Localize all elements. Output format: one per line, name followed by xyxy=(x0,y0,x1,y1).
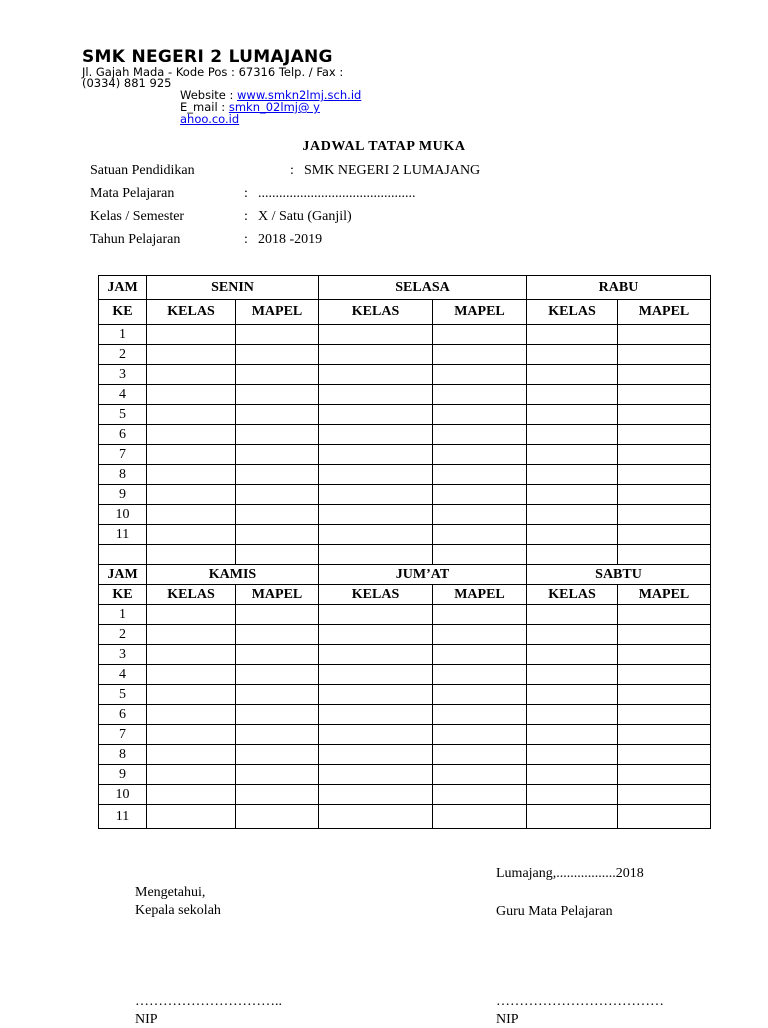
mapel-cell xyxy=(433,445,527,465)
kelas-cell xyxy=(319,525,433,545)
day-header: KAMIS xyxy=(147,565,319,585)
kelas-cell xyxy=(319,665,433,685)
signature-line-left: ………………………….. xyxy=(135,994,282,1009)
mapel-cell xyxy=(433,725,527,745)
mapel-header: MAPEL xyxy=(433,300,527,325)
day-header: SABTU xyxy=(527,565,711,585)
table-row xyxy=(99,385,711,405)
kelas-cell xyxy=(527,325,618,345)
kelas-header: KELAS xyxy=(527,585,618,605)
mapel-cell xyxy=(433,525,527,545)
kelas-cell xyxy=(319,685,433,705)
mapel-cell xyxy=(236,345,319,365)
info-value: ............................................. xyxy=(258,186,416,201)
kelas-cell xyxy=(147,445,236,465)
mapel-cell xyxy=(433,625,527,645)
period-number: 6 xyxy=(99,425,147,445)
mapel-cell xyxy=(236,645,319,665)
kelas-cell xyxy=(319,445,433,465)
email-link[interactable]: smkn_02lmj@ y xyxy=(228,100,320,114)
period-number: 2 xyxy=(99,345,147,365)
kelas-cell xyxy=(147,365,236,385)
mapel-cell xyxy=(618,485,711,505)
table-row xyxy=(99,325,711,345)
table-row xyxy=(99,405,711,425)
info-value: SMK NEGERI 2 LUMAJANG xyxy=(304,163,481,178)
kelas-cell xyxy=(147,485,236,505)
mapel-cell xyxy=(236,385,319,405)
mapel-cell xyxy=(618,605,711,625)
mapel-cell xyxy=(618,625,711,645)
kelas-cell xyxy=(319,765,433,785)
day-header: RABU xyxy=(527,276,711,300)
mapel-cell xyxy=(433,345,527,365)
table-row xyxy=(99,525,711,545)
info-colon: : xyxy=(244,186,248,201)
table-row xyxy=(99,705,711,725)
mapel-cell xyxy=(236,605,319,625)
place-date: Lumajang,.................2018 xyxy=(496,866,644,881)
day-header: SENIN xyxy=(147,276,319,300)
column-header-row xyxy=(99,585,711,605)
period-number: 7 xyxy=(99,725,147,745)
mapel-header: MAPEL xyxy=(236,585,319,605)
document-title: JADWAL TATAP MUKA xyxy=(302,139,466,154)
period-number: 6 xyxy=(99,705,147,725)
table-row xyxy=(99,605,711,625)
kelas-cell xyxy=(319,505,433,525)
jam-header: JAM xyxy=(99,276,147,300)
mapel-cell xyxy=(236,625,319,645)
nip-right: NIP xyxy=(496,1012,519,1027)
kelas-cell xyxy=(147,605,236,625)
mapel-cell xyxy=(618,765,711,785)
kelas-cell xyxy=(527,385,618,405)
kelas-cell xyxy=(527,525,618,545)
empty-cell xyxy=(147,545,236,565)
mapel-header: MAPEL xyxy=(236,300,319,325)
email-link-continued[interactable]: ahoo.co.id xyxy=(180,112,240,126)
kelas-cell xyxy=(527,725,618,745)
column-header-row xyxy=(99,300,711,325)
table-row xyxy=(99,425,711,445)
period-number: 1 xyxy=(99,325,147,345)
kelas-cell xyxy=(147,325,236,345)
kelas-cell xyxy=(147,405,236,425)
mapel-cell xyxy=(618,725,711,745)
mapel-cell xyxy=(618,645,711,665)
mapel-cell xyxy=(433,765,527,785)
kelas-cell xyxy=(147,685,236,705)
period-number: 4 xyxy=(99,665,147,685)
table-row xyxy=(99,645,711,665)
table-row xyxy=(99,665,711,685)
day-header: SELASA xyxy=(319,276,527,300)
mapel-cell xyxy=(236,785,319,805)
mapel-cell xyxy=(618,445,711,465)
mapel-cell xyxy=(433,685,527,705)
period-number: 3 xyxy=(99,645,147,665)
kelas-cell xyxy=(527,345,618,365)
table-row xyxy=(99,505,711,525)
kelas-cell xyxy=(319,485,433,505)
table-row xyxy=(99,765,711,785)
info-colon: : xyxy=(290,163,294,178)
day-header-row xyxy=(99,276,711,300)
address-line: Jl. Gajah Mada - Kode Pos : 67316 Telp. / Fax : xyxy=(82,65,344,79)
mapel-cell xyxy=(236,685,319,705)
period-number: 8 xyxy=(99,745,147,765)
mapel-cell xyxy=(433,645,527,665)
info-label: Mata Pelajaran xyxy=(90,186,175,201)
kelas-cell xyxy=(147,805,236,829)
mapel-cell xyxy=(618,405,711,425)
table-row xyxy=(99,445,711,465)
mapel-cell xyxy=(236,765,319,785)
kelas-header: KELAS xyxy=(527,300,618,325)
mapel-cell xyxy=(236,365,319,385)
kelas-cell xyxy=(147,525,236,545)
mapel-cell xyxy=(433,405,527,425)
mapel-cell xyxy=(618,505,711,525)
mapel-cell xyxy=(236,525,319,545)
school-name: SMK NEGERI 2 LUMAJANG xyxy=(82,47,333,67)
kelas-cell xyxy=(319,745,433,765)
mapel-cell xyxy=(236,725,319,745)
mapel-cell xyxy=(618,665,711,685)
kelas-header: KELAS xyxy=(319,300,433,325)
mapel-cell xyxy=(236,405,319,425)
info-value: X / Satu (Ganjil) xyxy=(258,209,352,224)
empty-cell xyxy=(433,545,527,565)
mapel-cell xyxy=(433,805,527,829)
website-label: Website : xyxy=(180,88,238,102)
period-number: 10 xyxy=(99,505,147,525)
ke-header: KE xyxy=(99,300,147,325)
kelas-cell xyxy=(319,385,433,405)
signature-line-right: ……………………………… xyxy=(496,994,664,1009)
mapel-cell xyxy=(618,705,711,725)
mapel-cell xyxy=(618,365,711,385)
kelas-cell xyxy=(319,405,433,425)
mapel-cell xyxy=(433,505,527,525)
kelas-cell xyxy=(527,405,618,425)
kelas-cell xyxy=(147,785,236,805)
kelas-cell xyxy=(147,705,236,725)
mapel-cell xyxy=(618,345,711,365)
email-row-continued xyxy=(180,114,239,125)
kelas-cell xyxy=(147,345,236,365)
mapel-cell xyxy=(618,805,711,829)
mapel-cell xyxy=(433,465,527,485)
period-number: 11 xyxy=(99,525,147,545)
kelas-cell xyxy=(319,325,433,345)
mapel-cell xyxy=(236,485,319,505)
phone-line: (0334) 881 925 xyxy=(82,76,172,90)
table-row xyxy=(99,745,711,765)
day-header: JUM’AT xyxy=(319,565,527,585)
kelas-cell xyxy=(527,465,618,485)
period-number: 9 xyxy=(99,485,147,505)
kelas-cell xyxy=(147,645,236,665)
info-label: Tahun Pelajaran xyxy=(90,232,181,247)
kelas-cell xyxy=(527,605,618,625)
mapel-cell xyxy=(618,685,711,705)
period-number: 10 xyxy=(99,785,147,805)
mapel-cell xyxy=(236,445,319,465)
kelas-cell xyxy=(319,625,433,645)
period-number: 11 xyxy=(99,805,147,829)
day-header-row xyxy=(99,565,711,585)
kelas-cell xyxy=(527,765,618,785)
mapel-cell xyxy=(236,805,319,829)
period-number: 4 xyxy=(99,385,147,405)
kelas-header: KELAS xyxy=(147,300,236,325)
period-number: 5 xyxy=(99,405,147,425)
empty-cell xyxy=(618,545,711,565)
table-row xyxy=(99,465,711,485)
mapel-cell xyxy=(433,425,527,445)
table-row xyxy=(99,725,711,745)
mapel-cell xyxy=(236,745,319,765)
kelas-cell xyxy=(527,645,618,665)
period-number: 2 xyxy=(99,625,147,645)
mapel-cell xyxy=(618,745,711,765)
mapel-cell xyxy=(433,385,527,405)
mapel-cell xyxy=(236,505,319,525)
table-row xyxy=(99,805,711,829)
kelas-cell xyxy=(527,785,618,805)
kelas-cell xyxy=(147,505,236,525)
kelas-cell xyxy=(319,465,433,485)
mapel-cell xyxy=(433,745,527,765)
period-number: 1 xyxy=(99,605,147,625)
kelas-cell xyxy=(319,645,433,665)
info-colon: : xyxy=(244,232,248,247)
jam-header: JAM xyxy=(99,565,147,585)
kelas-cell xyxy=(319,345,433,365)
kelas-cell xyxy=(319,425,433,445)
mapel-cell xyxy=(236,705,319,725)
mapel-cell xyxy=(433,785,527,805)
mapel-cell xyxy=(433,325,527,345)
info-colon: : xyxy=(244,209,248,224)
mapel-cell xyxy=(236,325,319,345)
info-label: Satuan Pendidikan xyxy=(90,163,195,178)
table-row xyxy=(99,345,711,365)
email-label: E_mail : xyxy=(180,100,229,114)
empty-cell xyxy=(236,545,319,565)
mapel-cell xyxy=(618,465,711,485)
table-row xyxy=(99,785,711,805)
kelas-cell xyxy=(527,625,618,645)
period-number: 8 xyxy=(99,465,147,485)
kelas-cell xyxy=(147,465,236,485)
kelas-cell xyxy=(527,425,618,445)
ke-header: KE xyxy=(99,585,147,605)
table-row xyxy=(99,625,711,645)
mapel-cell xyxy=(433,665,527,685)
mapel-cell xyxy=(618,785,711,805)
kelas-cell xyxy=(527,685,618,705)
mapel-cell xyxy=(618,425,711,445)
kelas-cell xyxy=(319,705,433,725)
kelas-cell xyxy=(319,805,433,829)
kelas-cell xyxy=(527,485,618,505)
acknowledge-label: Mengetahui, xyxy=(135,885,206,900)
kelas-cell xyxy=(147,725,236,745)
spacer-row xyxy=(99,545,711,565)
kelas-cell xyxy=(527,365,618,385)
kelas-cell xyxy=(527,445,618,465)
mapel-cell xyxy=(236,465,319,485)
kelas-cell xyxy=(527,745,618,765)
mapel-header: MAPEL xyxy=(433,585,527,605)
nip-left: NIP xyxy=(135,1012,158,1027)
mapel-cell xyxy=(433,705,527,725)
kelas-cell xyxy=(319,605,433,625)
kelas-cell xyxy=(147,665,236,685)
kelas-cell xyxy=(319,725,433,745)
mapel-cell xyxy=(236,425,319,445)
period-number: 3 xyxy=(99,365,147,385)
kelas-cell xyxy=(527,705,618,725)
empty-cell xyxy=(99,545,147,565)
info-label: Kelas / Semester xyxy=(90,209,185,224)
headmaster-label: Kepala sekolah xyxy=(135,903,221,918)
kelas-cell xyxy=(319,785,433,805)
table-row xyxy=(99,685,711,705)
kelas-cell xyxy=(527,505,618,525)
kelas-cell xyxy=(147,765,236,785)
kelas-cell xyxy=(147,625,236,645)
mapel-cell xyxy=(433,485,527,505)
period-number: 7 xyxy=(99,445,147,465)
period-number: 5 xyxy=(99,685,147,705)
mapel-cell xyxy=(433,605,527,625)
table-row xyxy=(99,485,711,505)
mapel-cell xyxy=(618,525,711,545)
mapel-cell xyxy=(618,325,711,345)
schedule-table xyxy=(98,275,711,829)
mapel-cell xyxy=(618,385,711,405)
mapel-cell xyxy=(236,665,319,685)
kelas-header: KELAS xyxy=(319,585,433,605)
info-value: 2018 -2019 xyxy=(258,232,323,247)
kelas-cell xyxy=(527,665,618,685)
kelas-cell xyxy=(319,365,433,385)
kelas-cell xyxy=(147,425,236,445)
mapel-cell xyxy=(433,365,527,385)
kelas-header: KELAS xyxy=(147,585,236,605)
kelas-cell xyxy=(147,385,236,405)
mapel-header: MAPEL xyxy=(618,585,711,605)
website-link[interactable]: www.smkn2lmj.sch.id xyxy=(237,88,362,102)
table-row xyxy=(99,365,711,385)
mapel-header: MAPEL xyxy=(618,300,711,325)
kelas-cell xyxy=(527,805,618,829)
empty-cell xyxy=(319,545,433,565)
empty-cell xyxy=(527,545,618,565)
period-number: 9 xyxy=(99,765,147,785)
kelas-cell xyxy=(147,745,236,765)
teacher-label: Guru Mata Pelajaran xyxy=(496,904,613,919)
